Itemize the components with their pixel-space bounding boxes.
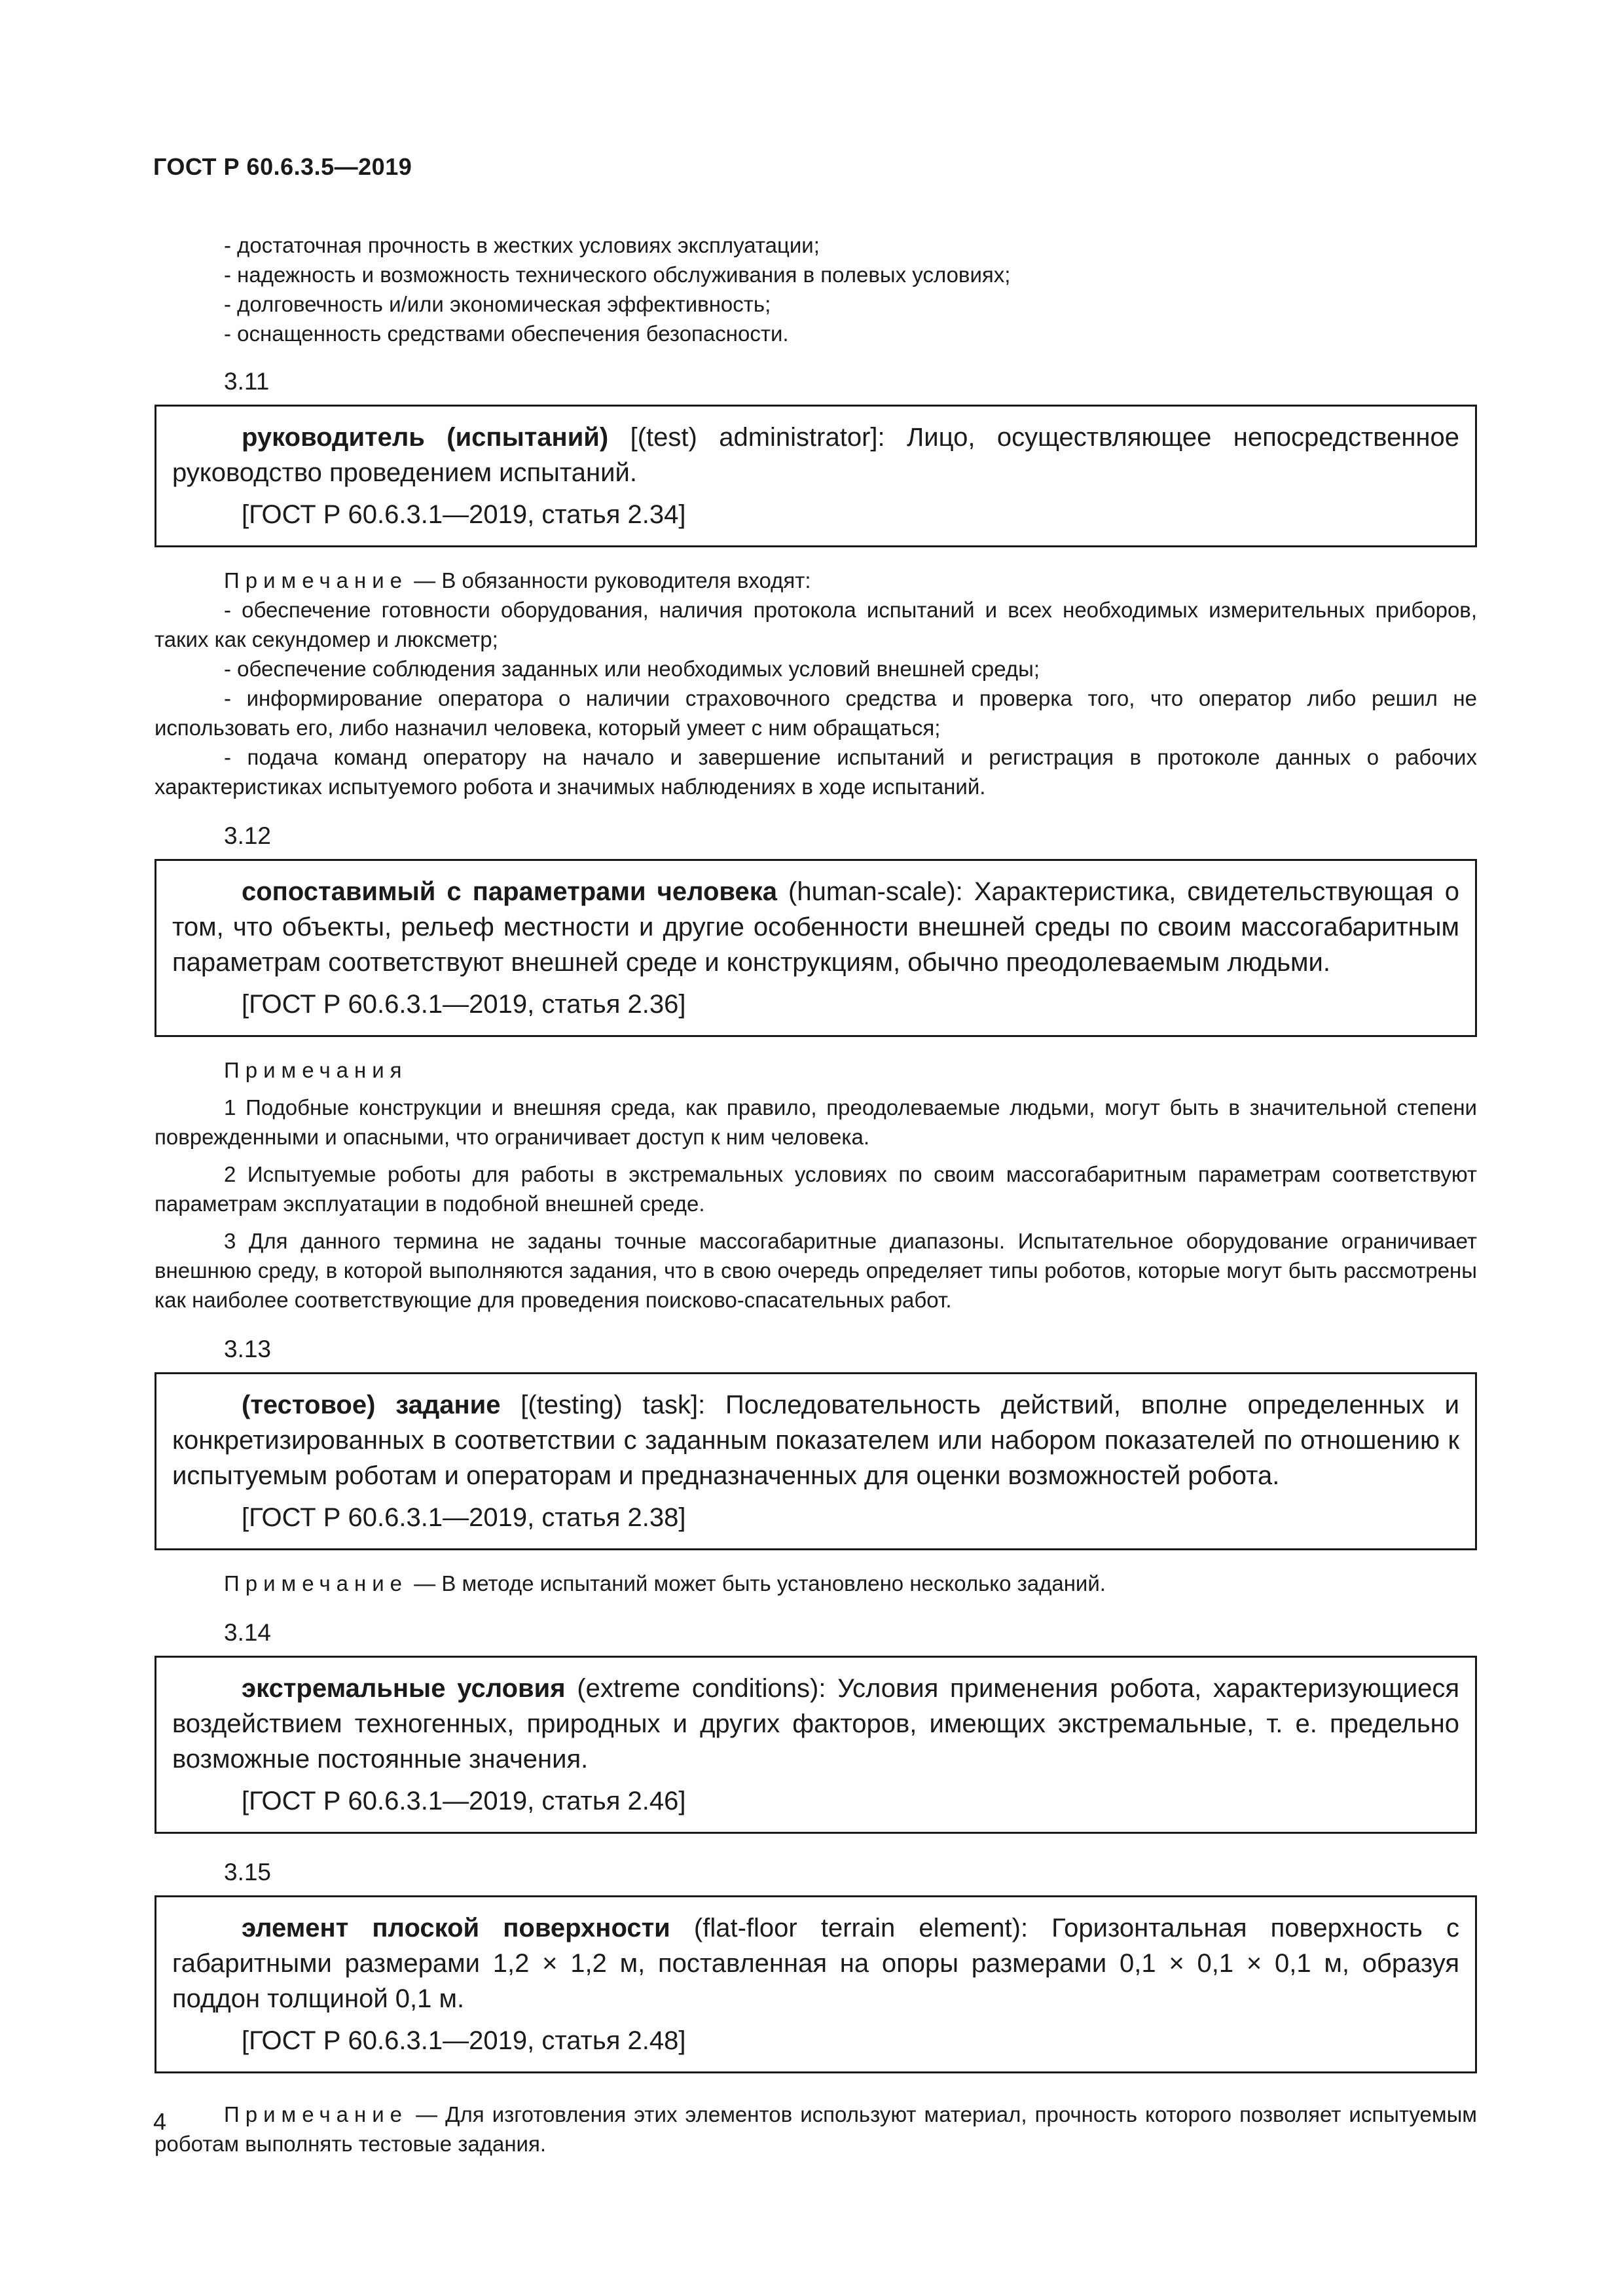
list-item: - оснащенность средствами обеспечения безопасности.	[224, 321, 789, 346]
term-definition	[172, 1387, 1459, 1493]
term-number-3-14: 3.14	[224, 1619, 272, 1646]
note-3-15	[155, 2100, 1477, 2159]
list-item: - надежность и возможность технического обслуживания в полевых условиях;	[224, 263, 1011, 287]
term-name: (тестовое) задание	[242, 1391, 501, 1419]
term-source: [ГОСТ Р 60.6.3.1—2019, статья 2.46]	[242, 1787, 686, 1815]
definition-text: (human-scale): Характеристика, свидетельствующая о том, что объекты, рельеф местности и другие особенности внешней среды по своим массогабаритным параметрам соответствуют внешней среде и конструкциям, обычно преодолеваемым людьми.	[172, 877, 1459, 977]
list-item: - долговечность и/или экономическая эффективность;	[224, 292, 771, 316]
note-item: - обеспечение готовности оборудования, наличия протокола испытаний и всех необходимых измерительных приборов, таких как секундомер и люксметр;	[155, 598, 1477, 651]
term-box-3-11	[155, 405, 1477, 547]
definition-text: (extreme conditions): Условия применения робота, характеризующиеся воздействием техногенных, природных и других факторов, имеющих экстремальные, т. е. предельно возможные постоянные значения.	[172, 1674, 1460, 1774]
note-item: 3 Для данного термина не заданы точные массогабаритные диапазоны. Испытательное оборудование ограничивает внешнюю среду, в которой выполняются задания, что в свою очередь определяет типы роботов, которые могут быть рассмотрены как наиболее соответствующие для проведения поисково-спасательных работ.	[155, 1229, 1477, 1312]
definition-text: (flat-floor terrain element): Горизонтальная поверхность с габаритными размерами 1,2 × 1,2 м, поставленная на опоры размерами 0,1 × 0,1 × 0,1 м, образуя поддон толщиной 0,1 м.	[172, 1914, 1459, 2013]
note-3-11	[155, 566, 1477, 801]
note-item: 1 Подобные конструкции и внешняя среда, как правило, преодолеваемые людьми, могут быть в значительной степени поврежденными и опасными, что ограничивает доступ к ним человека.	[155, 1095, 1477, 1149]
term-definition	[172, 1910, 1459, 2016]
note-label: Примечание	[224, 1571, 409, 1595]
term-box-3-12	[155, 859, 1477, 1037]
term-name: сопоставимый с параметрами человека	[242, 877, 777, 906]
term-source: [ГОСТ Р 60.6.3.1—2019, статья 2.34]	[242, 500, 686, 529]
list-item: - достаточная прочность в жестких условиях эксплуатации;	[224, 233, 820, 257]
note-label: Примечание	[224, 568, 409, 592]
term-number-3-13: 3.13	[224, 1336, 272, 1362]
term-name: руководитель (испытаний)	[242, 423, 609, 452]
note-item: - обеспечение соблюдения заданных или необходимых условий внешней среды;	[224, 657, 1040, 681]
definition-text: [(test) administrator]: Лицо, осуществляющее непосредственное руководство проведением испытаний.	[172, 423, 1460, 487]
note-text: — Для изготовления этих элементов используют материал, прочность которого позволяет испытуемым роботам выполнять тестовые задания.	[155, 2102, 1477, 2156]
note-3-13	[155, 1569, 1477, 1598]
term-name: элемент плоской поверхности	[242, 1914, 670, 1942]
term-number-3-15: 3.15	[224, 1859, 272, 1886]
term-definition	[172, 1671, 1459, 1777]
note-item: 2 Испытуемые роботы для работы в экстремальных условиях по своим массогабаритным параметрам соответствуют параметрам эксплуатации в подобной внешней среде.	[155, 1162, 1477, 1216]
note-label: Примечание	[224, 2102, 409, 2126]
note-text: — В методе испытаний может быть установлено несколько заданий.	[408, 1571, 1106, 1595]
intro-list	[155, 230, 1477, 348]
note-heading: Примечание — В обязанности руководителя входят:	[224, 568, 811, 592]
term-box-3-15	[155, 1895, 1477, 2073]
term-box-3-13	[155, 1372, 1477, 1550]
notes-3-12	[155, 1055, 1477, 1315]
term-definition	[172, 420, 1459, 490]
document-body	[155, 230, 1477, 2159]
note-item: - подача команд оператору на начало и завершение испытаний и регистрация в протоколе данных о рабочих характеристиках испытуемого робота и значимых наблюдениях в ходе испытаний.	[155, 745, 1477, 799]
term-source: [ГОСТ Р 60.6.3.1—2019, статья 2.48]	[242, 2026, 686, 2055]
document-header: ГОСТ Р 60.6.3.5—2019	[153, 153, 412, 180]
term-number-3-12: 3.12	[224, 822, 272, 849]
term-definition	[172, 874, 1459, 980]
term-source: [ГОСТ Р 60.6.3.1—2019, статья 2.38]	[242, 1503, 686, 1532]
note-label: Примечания	[224, 1058, 408, 1082]
term-box-3-14	[155, 1656, 1477, 1834]
page-number: 4	[153, 2108, 167, 2135]
definition-text: [(testing) task]: Последовательность действий, вполне определенных и конкретизированных в соответствии с заданным показателем или набором показателей по отношению к испытуемым роботам и операторам и предназначенных для оценки возможностей робота.	[172, 1391, 1460, 1490]
note-item: - информирование оператора о наличии страховочного средства и проверка того, что оператор либо решил не использовать его, либо назначил человека, который умеет с ним обращаться;	[155, 686, 1477, 740]
term-source: [ГОСТ Р 60.6.3.1—2019, статья 2.36]	[242, 990, 686, 1019]
term-number-3-11: 3.11	[224, 368, 270, 395]
term-name: экстремальные условия	[242, 1674, 566, 1703]
